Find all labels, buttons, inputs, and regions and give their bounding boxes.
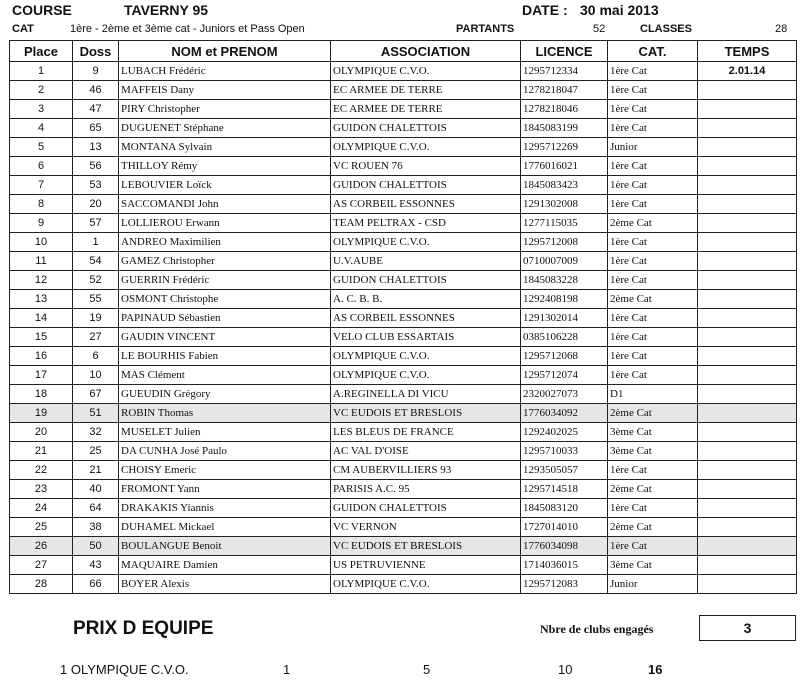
cell-temps: [698, 214, 797, 233]
cell-temps: [698, 347, 797, 366]
table-row: [10, 328, 797, 347]
cell-doss: 38: [73, 518, 119, 537]
cell-licence: 1292408198: [521, 290, 608, 309]
table-row: [10, 518, 797, 537]
table-row: [10, 290, 797, 309]
cell-licence: 1295712269: [521, 138, 608, 157]
cell-temps: 2.01.14: [698, 62, 797, 81]
cell-cat: 1ère Cat: [608, 195, 698, 214]
cell-name: GAUDIN VINCENT: [119, 328, 331, 347]
table-row: [10, 366, 797, 385]
cell-licence: 1845083199: [521, 119, 608, 138]
cell-name: BOULANGUE Benoit: [119, 537, 331, 556]
cell-licence: 1776016021: [521, 157, 608, 176]
cell-association: US PETRUVIENNE: [331, 556, 521, 575]
cell-temps: [698, 157, 797, 176]
cell-doss: 67: [73, 385, 119, 404]
cell-doss: 56: [73, 157, 119, 176]
cell-licence: 1295712334: [521, 62, 608, 81]
cell-association: U.V.AUBE: [331, 252, 521, 271]
classes-label: CLASSES: [640, 23, 692, 35]
table-row: [10, 385, 797, 404]
cell-association: OLYMPIQUE C.V.O.: [331, 138, 521, 157]
cell-place: 16: [10, 347, 73, 366]
partants-value: 52: [593, 23, 606, 35]
cell-name: PIRY Christopher: [119, 100, 331, 119]
cell-cat: 1ère Cat: [608, 119, 698, 138]
table-row: [10, 214, 797, 233]
cell-association: OLYMPIQUE C.V.O.: [331, 62, 521, 81]
cell-cat: 2ème Cat: [608, 214, 698, 233]
cell-cat: 2ème Cat: [608, 404, 698, 423]
cell-temps: [698, 81, 797, 100]
cell-association: OLYMPIQUE C.V.O.: [331, 575, 521, 594]
cell-cat: 1ère Cat: [608, 62, 698, 81]
cell-place: 7: [10, 176, 73, 195]
cell-licence: 1292402025: [521, 423, 608, 442]
cell-doss: 55: [73, 290, 119, 309]
cell-cat: 1ère Cat: [608, 499, 698, 518]
table-row: [10, 461, 797, 480]
cell-association: VC VERNON: [331, 518, 521, 537]
cell-cat: 1ère Cat: [608, 366, 698, 385]
cell-doss: 32: [73, 423, 119, 442]
cell-licence: 1295712074: [521, 366, 608, 385]
cell-doss: 1: [73, 233, 119, 252]
table-row: [10, 81, 797, 100]
cell-licence: 1295710033: [521, 442, 608, 461]
team-score-2: 5: [423, 662, 431, 677]
cell-association: PARISIS A.C. 95: [331, 480, 521, 499]
cell-temps: [698, 442, 797, 461]
cell-place: 8: [10, 195, 73, 214]
cell-doss: 54: [73, 252, 119, 271]
cell-doss: 65: [73, 119, 119, 138]
table-row: [10, 499, 797, 518]
cell-doss: 40: [73, 480, 119, 499]
cell-association: TEAM PELTRAX - CSD: [331, 214, 521, 233]
cell-licence: 0710007009: [521, 252, 608, 271]
cell-name: LOLLIEROU Erwann: [119, 214, 331, 233]
table-row: [10, 309, 797, 328]
cell-name: LE BOURHIS Fabien: [119, 347, 331, 366]
cell-association: AS CORBEIL ESSONNES: [331, 309, 521, 328]
cell-name: THILLOY Rémy: [119, 157, 331, 176]
table-row: [10, 62, 797, 81]
cell-place: 12: [10, 271, 73, 290]
cell-association: VC EUDOIS ET BRESLOIS: [331, 404, 521, 423]
cell-place: 26: [10, 537, 73, 556]
cell-cat: 1ère Cat: [608, 328, 698, 347]
cell-temps: [698, 328, 797, 347]
cell-licence: 1776034098: [521, 537, 608, 556]
table-row: [10, 195, 797, 214]
cell-association: CM AUBERVILLIERS 93: [331, 461, 521, 480]
cell-cat: 3ème Cat: [608, 556, 698, 575]
cell-licence: 1845083423: [521, 176, 608, 195]
cell-doss: 21: [73, 461, 119, 480]
cell-association: A. C. B. B.: [331, 290, 521, 309]
cell-name: DRAKAKIS Yiannis: [119, 499, 331, 518]
date-label: DATE :: [522, 2, 568, 18]
cell-doss: 51: [73, 404, 119, 423]
cell-licence: 1845083228: [521, 271, 608, 290]
cell-association: OLYMPIQUE C.V.O.: [331, 366, 521, 385]
table-row: [10, 271, 797, 290]
table-row: [10, 537, 797, 556]
cell-temps: [698, 537, 797, 556]
team-club: OLYMPIQUE C.V.O.: [70, 662, 189, 677]
cell-place: 2: [10, 81, 73, 100]
table-row: [10, 347, 797, 366]
cell-temps: [698, 119, 797, 138]
cell-place: 21: [10, 442, 73, 461]
cell-cat: 1ère Cat: [608, 347, 698, 366]
cell-temps: [698, 309, 797, 328]
cell-association: AC VAL D'OISE: [331, 442, 521, 461]
table-row: [10, 233, 797, 252]
cell-cat: D1: [608, 385, 698, 404]
cell-place: 22: [10, 461, 73, 480]
cell-temps: [698, 499, 797, 518]
cell-doss: 43: [73, 556, 119, 575]
col-header-temps: TEMPS: [698, 41, 797, 62]
cell-temps: [698, 423, 797, 442]
cell-doss: 47: [73, 100, 119, 119]
cell-doss: 19: [73, 309, 119, 328]
cell-temps: [698, 252, 797, 271]
cell-temps: [698, 195, 797, 214]
cell-name: MAFFEIS Dany: [119, 81, 331, 100]
cell-cat: 1ère Cat: [608, 100, 698, 119]
cell-doss: 66: [73, 575, 119, 594]
cell-name: MAS Clément: [119, 366, 331, 385]
cell-name: GAMEZ Christopher: [119, 252, 331, 271]
table-row: [10, 575, 797, 594]
col-header-name: NOM et PRENOM: [119, 41, 331, 62]
table-row: [10, 157, 797, 176]
cell-place: 4: [10, 119, 73, 138]
cell-place: 25: [10, 518, 73, 537]
classes-value: 28: [775, 23, 788, 35]
cell-licence: 1295712068: [521, 347, 608, 366]
cell-cat: 1ère Cat: [608, 157, 698, 176]
cell-temps: [698, 176, 797, 195]
cell-place: 18: [10, 385, 73, 404]
cell-doss: 64: [73, 499, 119, 518]
cell-temps: [698, 271, 797, 290]
cell-place: 6: [10, 157, 73, 176]
cell-name: GUERRIN Frédéric: [119, 271, 331, 290]
results-table: [9, 40, 797, 594]
cell-place: 20: [10, 423, 73, 442]
cell-doss: 6: [73, 347, 119, 366]
table-row: [10, 252, 797, 271]
cell-doss: 57: [73, 214, 119, 233]
cell-place: 23: [10, 480, 73, 499]
cell-place: 3: [10, 100, 73, 119]
cell-association: VC ROUEN 76: [331, 157, 521, 176]
table-row: [10, 442, 797, 461]
cell-licence: 1278218047: [521, 81, 608, 100]
cell-place: 1: [10, 62, 73, 81]
table-row: [10, 119, 797, 138]
cell-doss: 52: [73, 271, 119, 290]
cell-cat: 1ère Cat: [608, 461, 698, 480]
course-label: COURSE: [12, 2, 72, 18]
cell-name: DUGUENET Stéphane: [119, 119, 331, 138]
cell-name: CHOISY Emeric: [119, 461, 331, 480]
cell-cat: 1ère Cat: [608, 309, 698, 328]
cell-cat: 1ère Cat: [608, 233, 698, 252]
cell-temps: [698, 385, 797, 404]
cell-association: VELO CLUB ESSARTAIS: [331, 328, 521, 347]
table-row: [10, 100, 797, 119]
cell-licence: 1776034092: [521, 404, 608, 423]
cell-licence: 0385106228: [521, 328, 608, 347]
cell-association: OLYMPIQUE C.V.O.: [331, 233, 521, 252]
cell-cat: 1ère Cat: [608, 252, 698, 271]
team-row: [60, 662, 189, 677]
cell-place: 17: [10, 366, 73, 385]
cell-association: EC ARMEE DE TERRE: [331, 81, 521, 100]
cell-cat: 2ème Cat: [608, 290, 698, 309]
cell-place: 9: [10, 214, 73, 233]
cell-cat: 1ère Cat: [608, 271, 698, 290]
cell-place: 10: [10, 233, 73, 252]
cell-place: 27: [10, 556, 73, 575]
cell-doss: 13: [73, 138, 119, 157]
cell-name: DA CUNHA José Paulo: [119, 442, 331, 461]
cell-licence: 1295712083: [521, 575, 608, 594]
cell-name: LUBACH Frédéric: [119, 62, 331, 81]
cell-doss: 27: [73, 328, 119, 347]
cell-association: EC ARMEE DE TERRE: [331, 100, 521, 119]
cell-name: ANDREO Maximilien: [119, 233, 331, 252]
cell-name: BOYER Alexis: [119, 575, 331, 594]
cat-value: 1ère - 2ème et 3ème cat - Juniors et Pass Open: [70, 23, 305, 35]
cell-doss: 53: [73, 176, 119, 195]
cell-association: GUIDON CHALETTOIS: [331, 271, 521, 290]
cell-licence: 1291302008: [521, 195, 608, 214]
cell-temps: [698, 518, 797, 537]
cell-temps: [698, 138, 797, 157]
team-score-1: 1: [283, 662, 291, 677]
cell-licence: 1277115035: [521, 214, 608, 233]
cell-place: 5: [10, 138, 73, 157]
cell-cat: 2ème Cat: [608, 518, 698, 537]
cell-temps: [698, 556, 797, 575]
cell-cat: Junior: [608, 575, 698, 594]
cell-association: LES BLEUS DE FRANCE: [331, 423, 521, 442]
cell-association: VC EUDOIS ET BRESLOIS: [331, 537, 521, 556]
cell-place: 28: [10, 575, 73, 594]
cell-cat: 1ère Cat: [608, 537, 698, 556]
cell-licence: 1295714518: [521, 480, 608, 499]
cell-name: SACCOMANDI John: [119, 195, 331, 214]
cell-temps: [698, 575, 797, 594]
table-header-row: [10, 41, 797, 62]
cell-association: A.REGINELLA DI VICU: [331, 385, 521, 404]
team-total: 16: [648, 662, 663, 677]
clubs-engaged-value: 3: [699, 615, 796, 641]
cell-name: MUSELET Julien: [119, 423, 331, 442]
team-score-3: 10: [558, 662, 573, 677]
cell-doss: 25: [73, 442, 119, 461]
cell-place: 11: [10, 252, 73, 271]
cell-name: LEBOUVIER Loïck: [119, 176, 331, 195]
table-row: [10, 423, 797, 442]
cell-temps: [698, 290, 797, 309]
cell-doss: 50: [73, 537, 119, 556]
cell-place: 13: [10, 290, 73, 309]
table-row: [10, 404, 797, 423]
cell-association: GUIDON CHALETTOIS: [331, 119, 521, 138]
cell-licence: 1278218046: [521, 100, 608, 119]
cell-association: OLYMPIQUE C.V.O.: [331, 347, 521, 366]
cell-name: GUEUDIN Grégory: [119, 385, 331, 404]
cell-temps: [698, 480, 797, 499]
table-row: [10, 480, 797, 499]
cell-doss: 20: [73, 195, 119, 214]
cell-name: FROMONT Yann: [119, 480, 331, 499]
col-header-place: Place: [10, 41, 73, 62]
cell-temps: [698, 404, 797, 423]
cell-licence: 1295712008: [521, 233, 608, 252]
cell-doss: 10: [73, 366, 119, 385]
cell-doss: 46: [73, 81, 119, 100]
cell-temps: [698, 461, 797, 480]
cell-cat: 3ème Cat: [608, 423, 698, 442]
cell-licence: 2320027073: [521, 385, 608, 404]
course-value: TAVERNY 95: [124, 2, 209, 18]
cell-licence: 1291302014: [521, 309, 608, 328]
cell-association: AS CORBEIL ESSONNES: [331, 195, 521, 214]
cell-cat: 1ère Cat: [608, 81, 698, 100]
cell-association: GUIDON CHALETTOIS: [331, 176, 521, 195]
cell-temps: [698, 233, 797, 252]
cell-licence: 1845083120: [521, 499, 608, 518]
team-prize-title: PRIX D EQUIPE: [73, 618, 214, 639]
cell-licence: 1293505057: [521, 461, 608, 480]
cell-name: MAQUAIRE Damien: [119, 556, 331, 575]
cell-cat: 2ème Cat: [608, 480, 698, 499]
col-header-cat: CAT.: [608, 41, 698, 62]
table-row: [10, 556, 797, 575]
table-row: [10, 138, 797, 157]
cell-name: MONTANA Sylvain: [119, 138, 331, 157]
date-value: 30 mai 2013: [580, 2, 659, 18]
table-row: [10, 176, 797, 195]
cell-cat: 3ème Cat: [608, 442, 698, 461]
cell-temps: [698, 366, 797, 385]
team-rank: 1: [60, 662, 68, 677]
cell-name: OSMONT Christophe: [119, 290, 331, 309]
cell-place: 19: [10, 404, 73, 423]
cell-licence: 1714036015: [521, 556, 608, 575]
cell-association: GUIDON CHALETTOIS: [331, 499, 521, 518]
col-header-licence: LICENCE: [521, 41, 608, 62]
cell-temps: [698, 100, 797, 119]
col-header-association: ASSOCIATION: [331, 41, 521, 62]
cell-place: 24: [10, 499, 73, 518]
cell-cat: Junior: [608, 138, 698, 157]
cell-cat: 1ère Cat: [608, 176, 698, 195]
cell-doss: 9: [73, 62, 119, 81]
cell-licence: 1727014010: [521, 518, 608, 537]
clubs-engaged-label: Nbre de clubs engagés: [540, 622, 654, 636]
col-header-doss: Doss: [73, 41, 119, 62]
cat-label: CAT: [12, 23, 34, 35]
cell-name: ROBIN Thomas: [119, 404, 331, 423]
cell-name: PAPINAUD Sébastien: [119, 309, 331, 328]
partants-label: PARTANTS: [456, 23, 515, 35]
cell-place: 15: [10, 328, 73, 347]
cell-place: 14: [10, 309, 73, 328]
cell-name: DUHAMEL Mickael: [119, 518, 331, 537]
